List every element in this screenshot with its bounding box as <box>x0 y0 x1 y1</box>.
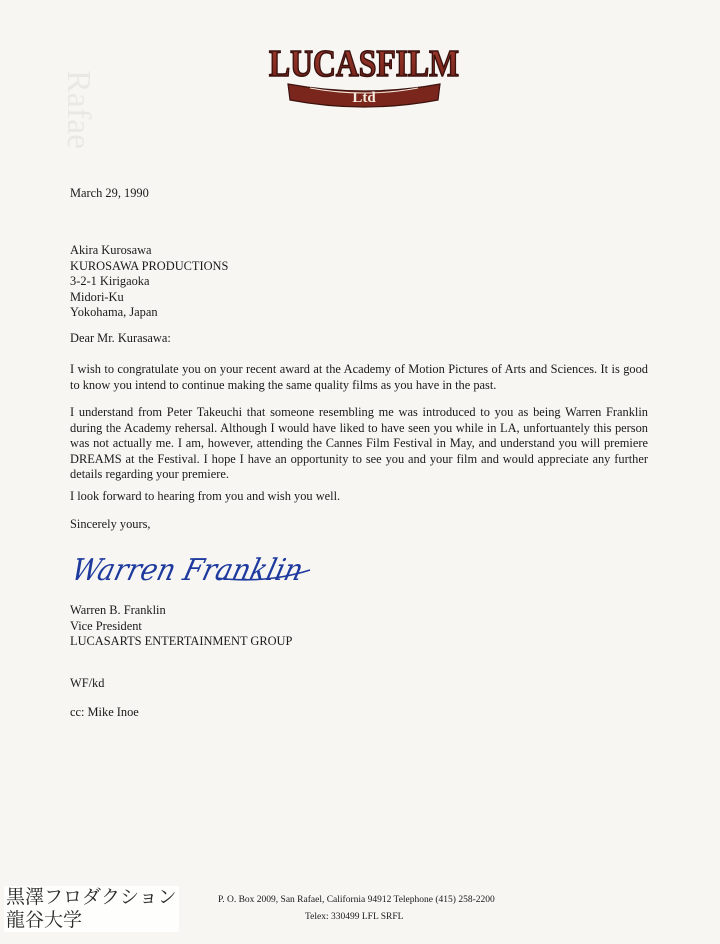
recipient-address <box>70 243 228 321</box>
logo-subtitle: Ltd <box>352 90 376 106</box>
closing: Sincerely yours, <box>70 517 151 531</box>
body-paragraph-3: I look forward to hearing from you and wish you well. <box>70 489 341 503</box>
body-paragraph-2: I understand from Peter Takeuchi that someone resembling me was introduced to you as being Warren Franklin during the Academy rehersal. Although I would have liked to have seen you while in LA, unfortuantely this person was not actually me. I am, however, attending the Cannes Film Festival in May, and understand you will premiere DREAMS at the Festival. I hope I have an opportunity to see you and your film and would appreciate any further details regarding your premiere. <box>70 405 648 481</box>
typist-initials: WF/kd <box>70 676 105 690</box>
bleed-through-watermark <box>58 50 118 180</box>
footer-telex: Telex: 330499 LFL SRFL <box>305 912 404 922</box>
salutation: Dear Mr. Kurasawa: <box>70 331 171 345</box>
cc-line: cc: Mike Inoe <box>70 705 139 719</box>
recipient-company: KUROSAWA PRODUCTIONS <box>70 258 229 273</box>
signer-name: Warren B. Franklin <box>70 603 166 617</box>
body-paragraph-1: I wish to congratulate you on your recent award at the Academy of Motion Pictures of Arts and Sciences. It is good to know you intend to continue making the same quality films as you have in the past. <box>70 362 648 392</box>
stamp-line-2: 龍谷大学 <box>6 909 83 931</box>
recipient-name: Akira Kurosawa <box>70 243 152 257</box>
signer-title: Vice President <box>70 618 142 633</box>
svg-text:Warren Franklin: Warren Franklin <box>68 553 328 588</box>
stamp-line-1: 黒澤フロダクション <box>6 886 177 908</box>
archive-stamp <box>4 886 179 932</box>
recipient-street: 3-2-1 Kirigaoka <box>70 274 150 288</box>
signer-block <box>70 603 292 650</box>
logo-wordmark: LUCASFILM <box>269 43 459 85</box>
svg-text:Rafae: Rafae <box>60 70 97 150</box>
recipient-city: Yokohama, Japan <box>70 305 158 319</box>
signer-org: LUCASARTS ENTERTAINMENT GROUP <box>70 634 293 648</box>
footer-address: P. O. Box 2009, San Rafael, California 94912 Telephone (415) 258-2200 <box>218 895 495 905</box>
handwritten-signature <box>66 540 328 592</box>
recipient-district: Midori-Ku <box>70 289 124 304</box>
lucasfilm-logo <box>266 38 462 110</box>
letter-date: March 29, 1990 <box>70 186 149 200</box>
